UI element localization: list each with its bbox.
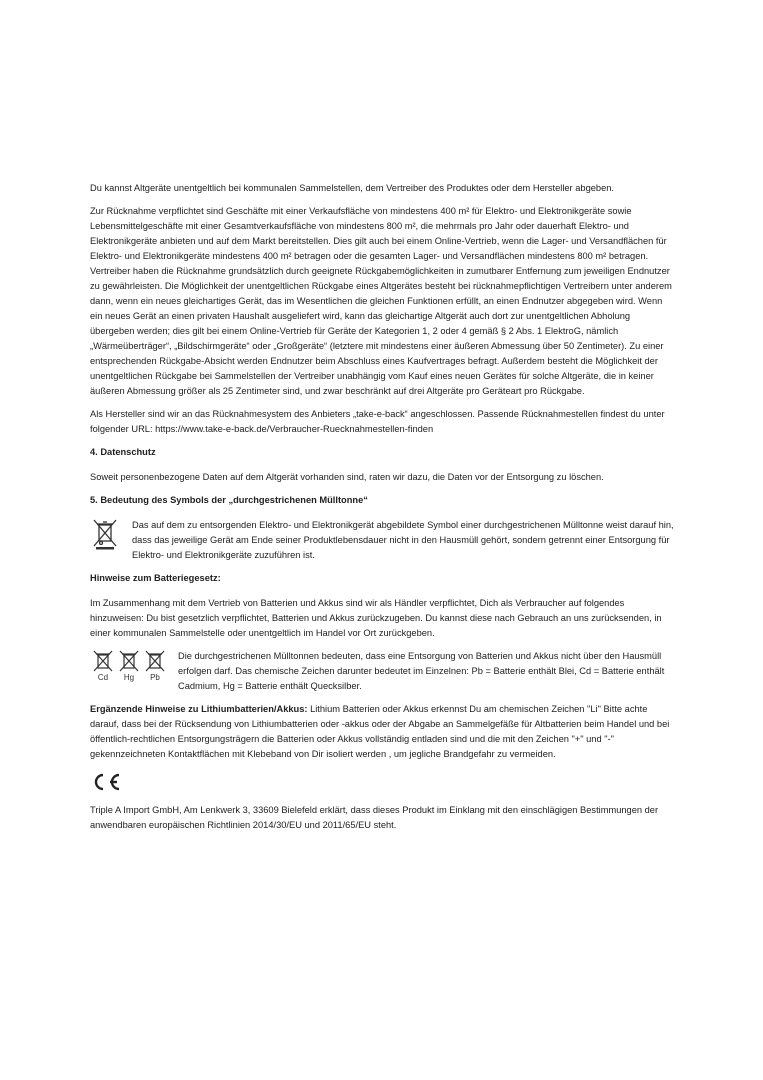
bin-hg	[118, 649, 140, 682]
document-content	[90, 181, 675, 841]
heading-datenschutz: 4. Datenschutz	[90, 447, 156, 457]
crossed-bin-icon	[118, 649, 140, 673]
chem-label-pb: Pb	[150, 673, 160, 682]
paragraph-take-back-obligation: Zur Rücknahme verpflichtet sind Geschäfte mit einer Verkaufsfläche von mindestens 400 m² für Elektro- und Elektronikgeräte sowie Lebensmittelgeschäfte mit einer Gesamtverkaufsfläche von mindestens 800 m², die mehrmals pro Jahr oder dauerhaft Elektro- und Elektronikgeräte anbieten und auf dem Markt bereitstellen. Dies gilt auch bei einem Online-Vertrieb, wenn die Lager- und Versandflächen für Elektro- und Elektronikgeräte mindestens 400 m² betragen oder die gesamten Lager- und Versandflächen mindestens 800 m² betragen. Vertreiber haben die Rücknahme grundsätzlich durch geeignete Rückgabemöglichkeiten in zumutbarer Entfernung zum jeweiligen Endnutzer zu gewährleisten. Die Möglichkeit der unentgeltlichen Rückgabe eines Altgerätes besteht bei rücknahmepflichtigen Vertreibern unter anderem dann, wenn ein neues gleichartiges Gerät, das im Wesentlichen die gleichen Funktionen erfüllt, an einen Endnutzer abgegeben wird. Wenn ein neues Gerät an einen privaten Haushalt ausgeliefert wird, kann das gleichartige Altgerät auch dort zur unentgeltlichen Abholung übergeben werden; dies gilt bei einem Online-Vertrieb für Geräte der Kategorien 1, 2 oder 4 gemäß § 2 Abs. 1 ElektroG, nämlich „Wärmeüberträger“, „Bildschirmgeräte“ oder „Großgeräte“ (letztere mit mindestens einer äußeren Abmessung über 50 Zentimeter). Zu einer entsprechenden Rückgabe-Absicht werden Endnutzer beim Abschluss eines Kaufvertrages befragt. Außerdem besteht die Möglichkeit der unentgeltlichen Rückgabe bei Sammelstellen der Vertreiber unabhängig vom Kauf eines neuen Gerätes für solche Altgeräte, die in keiner äußeren Abmessung größer als 25 Zentimeter sind, und zwar beschränkt auf drei Altgeräte pro Geräteart pro Rückgabe.	[90, 206, 672, 396]
battery-symbols-row	[90, 649, 675, 694]
crossed-bin-icon	[92, 649, 114, 673]
lithium-text: Lithium Batterien oder Akkus erkennst Du am chemischen Zeichen "Li" Bitte achte darauf, dass bei der Rücksendung von Lithiumbatterien oder -akkus oder der Abgabe an Sammelgefäße für Altbatterien beim Handel und bei öffentlich-rechtlichen Entsorgungsträgern die Batterien oder Akkus vollständig entladen sind und die mit den Zeichen "+" und "-" gekennzeichneten Kontaktflächen mit Klebeband von Dir isoliert werden , um jegliche Brandgefahr zu vermeiden.	[90, 704, 670, 759]
ce-mark	[90, 772, 675, 797]
bin-symbol-row	[90, 518, 675, 563]
chem-label-cd: Cd	[97, 673, 109, 682]
paragraph-return-options: Du kannst Altgeräte unentgeltlich bei kommunalen Sammelstellen, dem Vertreiber des Produktes oder dem Hersteller abgeben.	[90, 183, 615, 193]
battery-bin-icons	[92, 649, 166, 682]
crossed-bin-icon	[92, 518, 118, 550]
paragraph-lithium	[90, 702, 675, 762]
paragraph-datenschutz: Soweit personenbezogene Daten auf dem Altgerät vorhanden sind, raten wir dazu, die Daten vor der Entsorgung zu löschen.	[90, 472, 604, 482]
bin-cd	[92, 649, 114, 682]
battery-symbols-text: Die durchgestrichenen Mülltonnen bedeuten, dass eine Entsorgung von Batterien und Akkus nicht über den Hausmüll erfolgen darf. Das chemische Zeichen darunter bedeutet im Einzelnen: Pb = Batterie enthält Blei, Cd = Batterie enthält Cadmium, Hg = Batterie enthält Quecksilber.	[178, 651, 665, 691]
heading-battery-law: Hinweise zum Batteriegesetz:	[90, 573, 221, 583]
bin-pb	[144, 649, 166, 682]
lithium-label: Ergänzende Hinweise zu Lithiumbatterien/Akkus:	[90, 704, 308, 714]
chem-label-hg: Hg	[123, 673, 135, 682]
heading-bin-symbol: 5. Bedeutung des Symbols der „durchgestrichenen Mülltonne“	[90, 495, 368, 505]
bin-symbol-text: Das auf dem zu entsorgenden Elektro- und Elektronikgerät abgebildete Symbol einer durchgestrichenen Mülltonne weist darauf hin, dass das jeweilige Gerät am Ende seiner Produktlebensdauer nicht in den Hausmüll gehört, sondern getrennt einer Entsorgung für Elektro- und Elektronikgeräte zuzuführen ist.	[132, 520, 674, 560]
ce-mark-icon	[90, 772, 122, 792]
paragraph-ce-declaration: Triple A Import GmbH, Am Lenkwerk 3, 33609 Bielefeld erklärt, dass dieses Produkt im Einklang mit den einschlägigen Bestimmungen der anwendbaren europäischen Richtlinien 2014/30/EU und 2011/65/EU steht.	[90, 805, 659, 830]
paragraph-take-e-back: Als Hersteller sind wir an das Rücknahmesystem des Anbieters „take-e-back“ angeschlossen. Passende Rücknahmestellen findest du unter folgender URL: https://www.take-e-back.de/Verbraucher-Ruecknahmestellen-finden	[90, 409, 665, 434]
crossed-bin-icon	[144, 649, 166, 673]
paragraph-battery-law: Im Zusammenhang mit dem Vertrieb von Batterien und Akkus sind wir als Händler verpflichtet, Dich als Verbraucher auf folgendes hinzuweisen: Du bist gesetzlich verpflichtet, Batterien und Akkus zurückzugeben. Du kannst diese nach Gebrauch an uns zurücksenden, in einer kommunalen Sammelstelle oder unentgeltlich im Handel vor Ort zurückgeben.	[90, 598, 662, 638]
